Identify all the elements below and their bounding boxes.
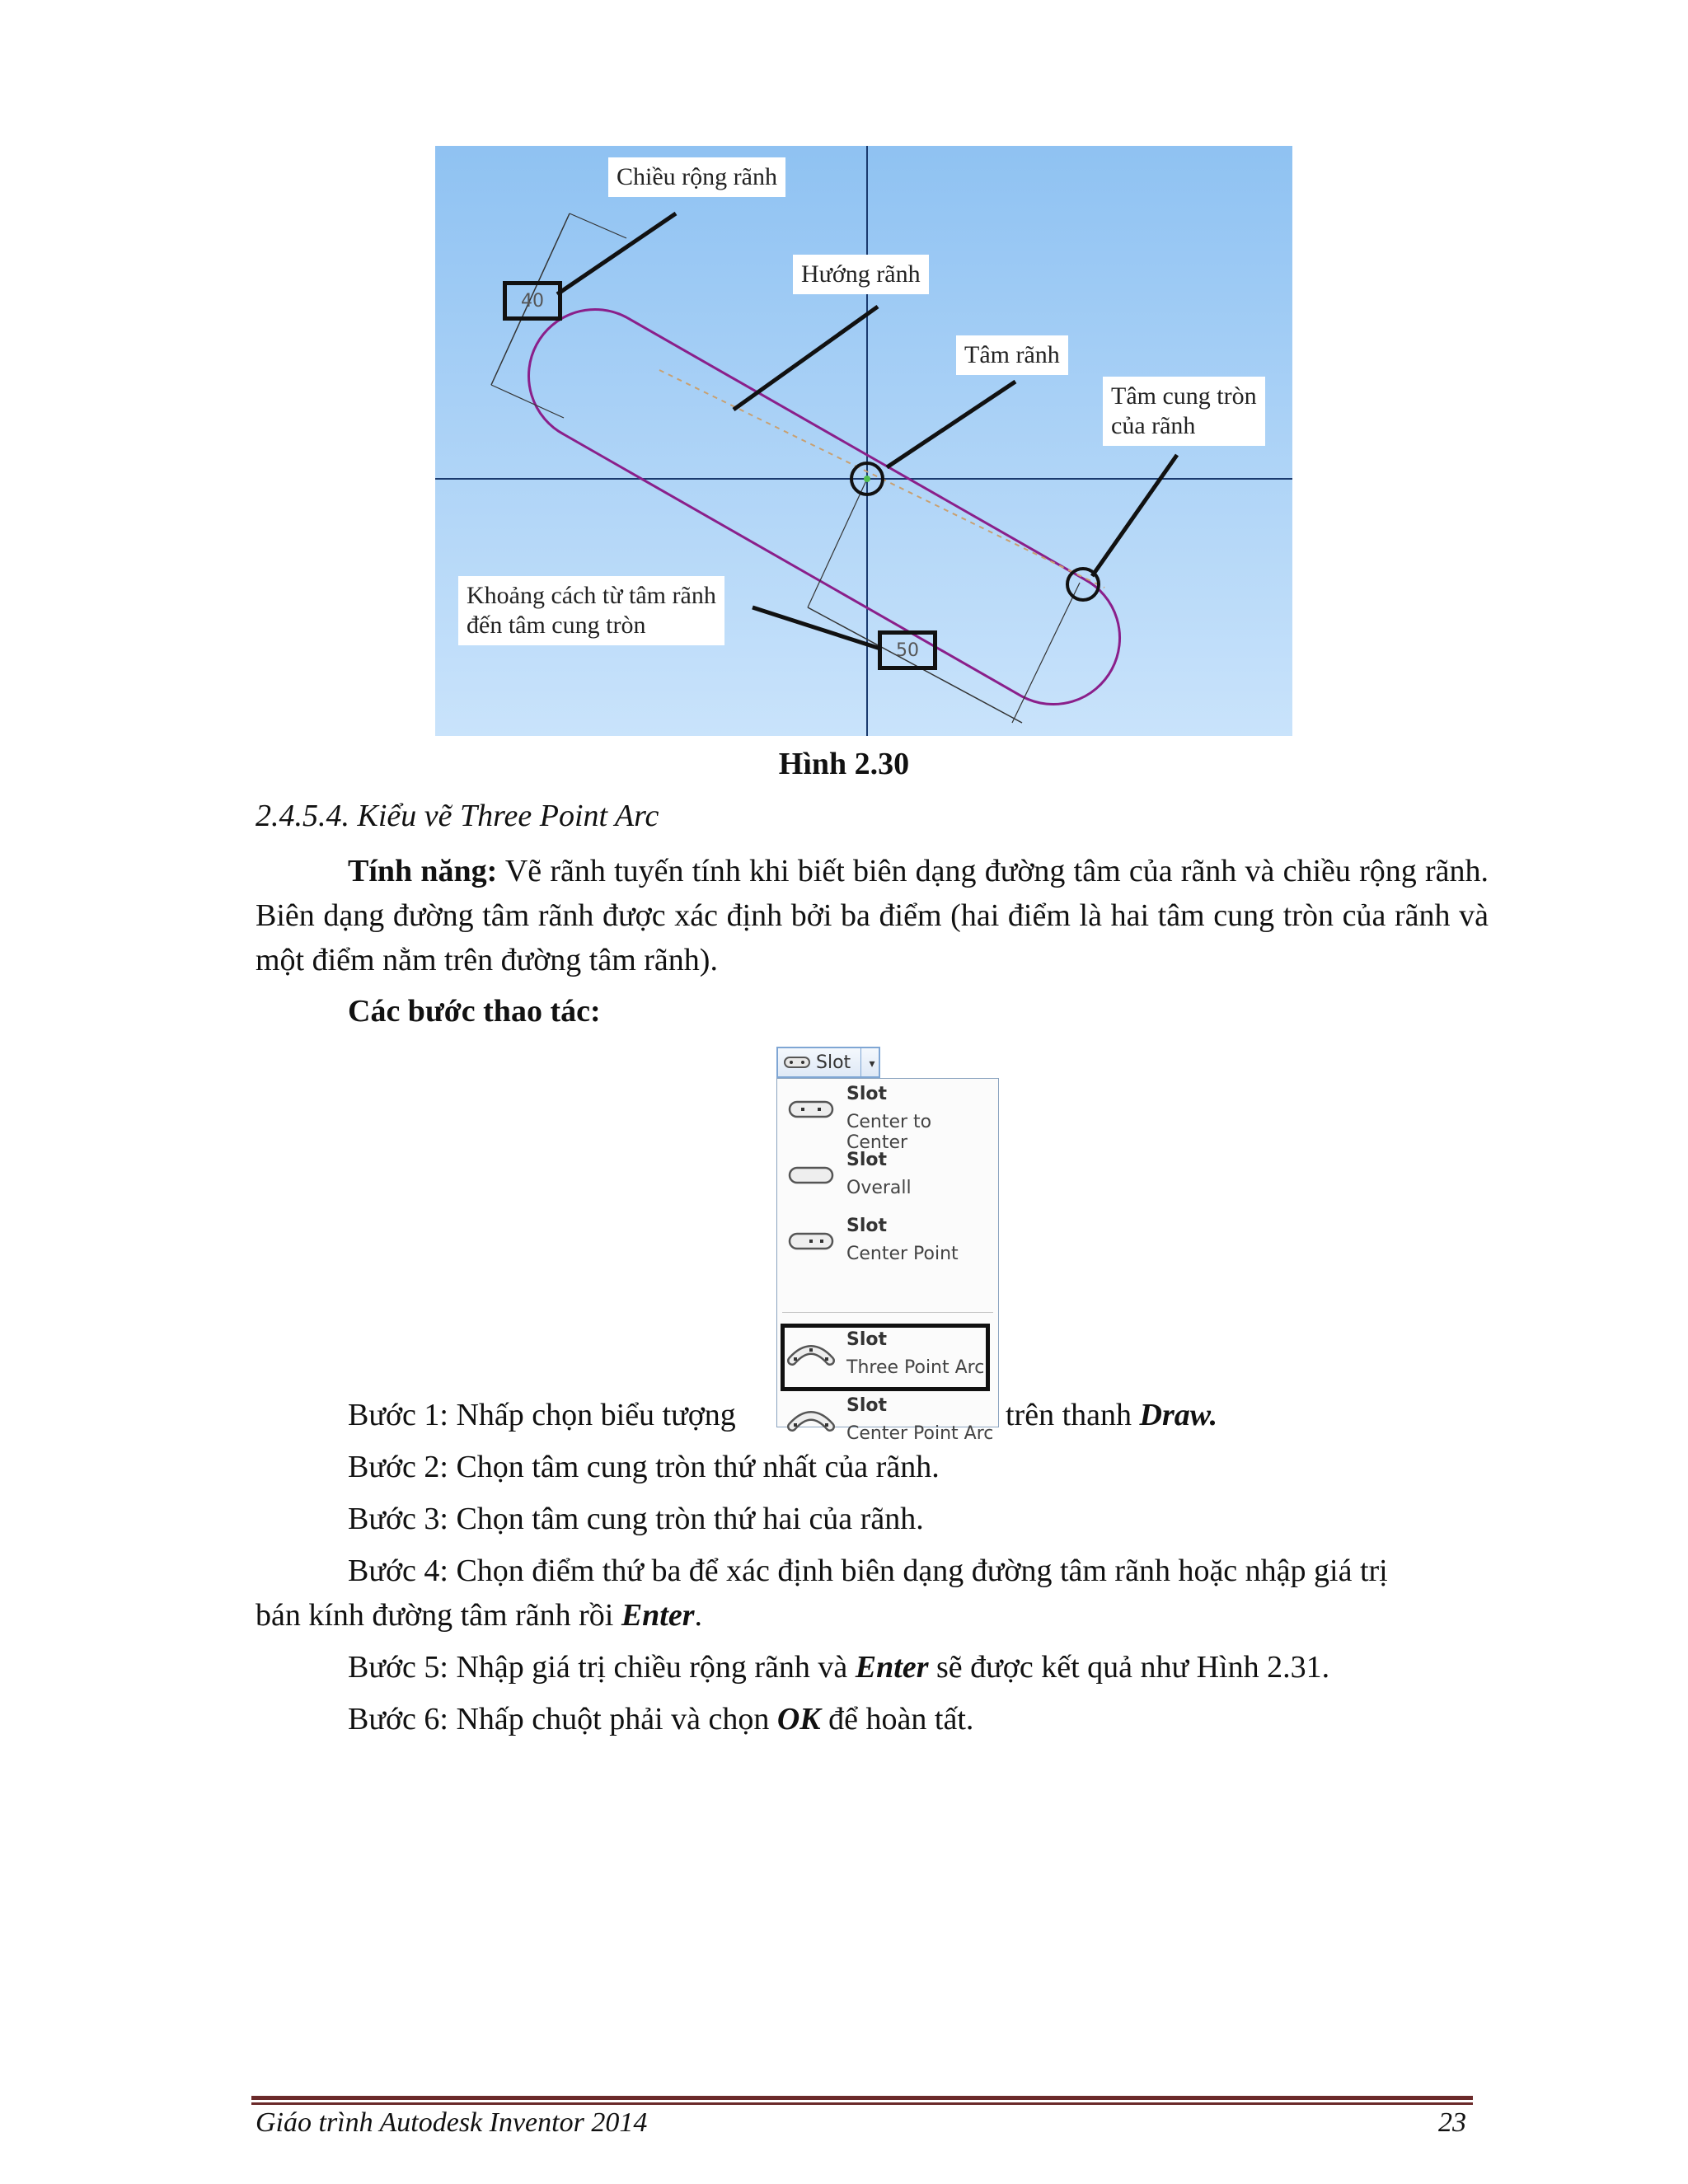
step-6-post: để hoàn tất. [828,1702,974,1736]
callout-arc-center-line1: Tâm cung tròn [1111,382,1257,410]
menu-item-title: Slot [846,1395,888,1416]
callout-slot-center: Tâm rãnh [956,335,1068,375]
callout-distance-line1: Khoảng cách từ tâm rãnh [467,582,716,609]
slot-center-to-center-icon [787,1097,835,1122]
steps-heading: Các bước thao tác: [348,994,601,1029]
step-4-line-2-text: bán kính đường tâm rãnh rồi [256,1598,614,1633]
footer-rule [251,2096,1473,2100]
slot-split-button[interactable] [776,1047,880,1078]
highlight-frame [781,1324,990,1391]
feature-label: Tính năng: [348,854,498,888]
menu-item-title: Slot [846,1329,888,1350]
slot-overall-icon [787,1163,835,1188]
figure-caption: Hình 2.30 [778,747,910,781]
menu-item-title: Slot [846,1216,888,1236]
step-4-line-1: Bước 4: Chọn điểm thứ ba để xác định biên dạng đường tâm rãnh hoặc nhập giá trị [348,1554,1388,1588]
step-4-enter: Enter [621,1598,695,1633]
step-4-line-2 [256,1593,702,1638]
menu-item-title: Slot [846,1150,888,1170]
step-1-suffix-text: trên thanh [1006,1398,1132,1432]
dimension-distance-box: 50 [878,630,937,670]
callout-arc-center-line2: của rãnh [1111,412,1196,439]
callout-slot-direction: Hướng rãnh [793,255,929,294]
menu-item-slot-center-point[interactable] [777,1212,998,1278]
slot-dropdown [776,1047,999,1444]
step-6-ok: OK [776,1702,821,1736]
chevron-down-icon[interactable]: ▾ [860,1048,883,1080]
dimension-width-box: 40 [503,281,562,321]
slot-icon [783,1054,811,1071]
slot-center-point-icon [787,1229,835,1254]
step-5-enter: Enter [855,1650,929,1685]
menu-item-subtitle: Three Point Arc [846,1357,985,1378]
step-1-draw: Draw. [1139,1398,1218,1432]
section-heading: 2.4.5.4. Kiểu vẽ Three Point Arc [256,799,659,833]
menu-item-subtitle: Center to Center [846,1112,932,1153]
step-4-period: . [694,1598,703,1633]
menu-item-subtitle: Center Point Arc [846,1423,994,1444]
callout-distance-line2: đến tâm cung tròn [467,612,646,639]
menu-item-slot-center-to-center[interactable] [777,1080,998,1153]
step-3-text: Bước 3: Chọn tâm cung tròn thứ hai của rãnh. [348,1502,924,1536]
slot-button-label: Slot [816,1052,851,1073]
feature-text: Vẽ rãnh tuyến tính khi biết biên dạng đường tâm của rãnh và chiều rộng rãnh. Biên dạng đường tâm rãnh được xác định bởi ba điểm (hai điểm là hai tâm cung tròn của rãnh và một điểm nằm trên đường tâm rãnh). [256,854,1489,977]
callout-center-distance [458,576,724,645]
menu-item-subtitle: Overall [846,1178,912,1198]
step-1-suffix [1006,1393,1217,1437]
menu-item-subtitle: Center Point [846,1244,959,1264]
footer-rule-thin [251,2102,1473,2105]
menu-item-slot-center-point-arc[interactable] [777,1392,998,1444]
menu-item-title: Slot [846,1084,888,1104]
menu-item-slot-overall[interactable] [777,1146,998,1212]
slot-figure [435,146,1292,736]
step-5-post: sẽ được kết quả như Hình 2.31. [936,1650,1330,1685]
slot-center-point-arc-icon [787,1408,835,1433]
step-2-text: Bước 2: Chọn tâm cung tròn thứ nhất của rãnh. [348,1450,940,1484]
step-6-text [348,1697,973,1741]
menu-divider [782,1312,993,1313]
footer-book-title: Giáo trình Autodesk Inventor 2014 [256,2107,648,2138]
slot-menu-list [776,1078,999,1444]
callout-arc-center [1103,377,1265,446]
step-6-pre: Bước 6: Nhấp chuột phải và chọn [348,1702,770,1736]
step-5-pre: Bước 5: Nhập giá trị chiều rộng rãnh và [348,1650,848,1685]
callout-slot-width: Chiều rộng rãnh [608,157,785,197]
step-1-text: Bước 1: Nhấp chọn biểu tượng [348,1398,736,1432]
step-5-text [348,1645,1329,1690]
page-number: 23 [1438,2107,1466,2138]
feature-paragraph [256,849,1489,982]
